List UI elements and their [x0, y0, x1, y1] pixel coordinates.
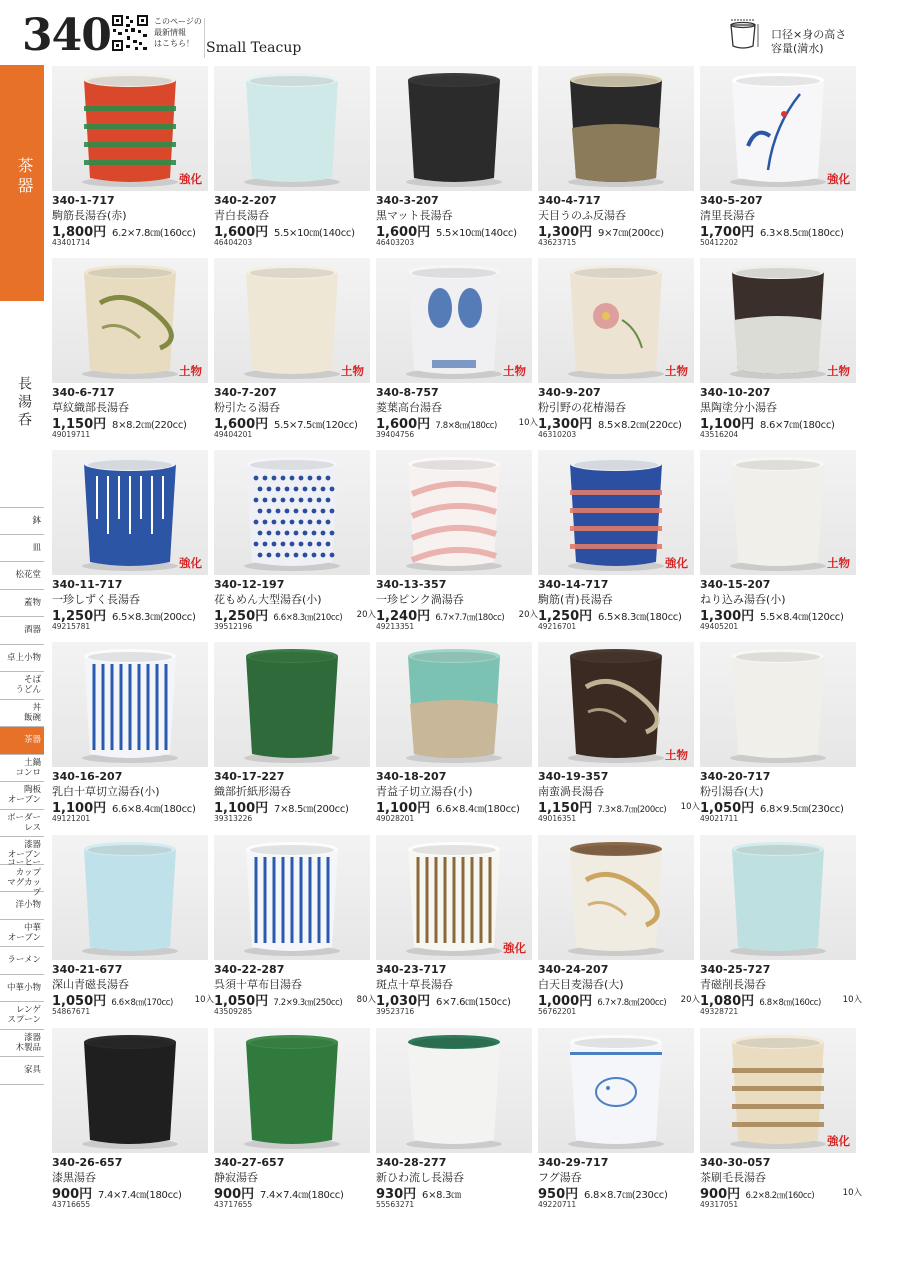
product-jan: 55563271 — [376, 1200, 415, 1209]
product-price: 950円 — [538, 1187, 579, 1202]
product-price: 1,100円 — [700, 417, 755, 432]
product-jan: 43717655 — [214, 1200, 253, 1209]
product-photo — [52, 835, 208, 960]
pack-quantity: 20入 — [680, 995, 700, 1005]
product-photo — [700, 835, 856, 960]
side-menu-item[interactable]: 蓋物 — [0, 590, 44, 618]
feature-badge: 土物 — [827, 364, 850, 378]
product-card[interactable] — [538, 835, 700, 1027]
product-price: 900円 — [214, 1187, 255, 1202]
product-photo — [700, 450, 856, 575]
product-code: 340-8-757 — [376, 386, 439, 399]
product-spec: 7×8.5㎝(200cc) — [271, 804, 349, 815]
product-code: 340-10-207 — [700, 386, 771, 399]
side-menu-item[interactable]: 皿 — [0, 535, 44, 563]
product-spec: 6.5×8.3㎝(200cc) — [109, 612, 196, 623]
product-jan: 43716655 — [52, 1200, 91, 1209]
product-photo — [376, 642, 532, 767]
product-spec: 7.8×8㎝(180cc) — [433, 421, 497, 431]
product-card[interactable] — [538, 450, 695, 642]
product-spec: 6.6×8.3㎝(210cc) — [271, 613, 343, 623]
product-jan: 49216701 — [538, 622, 577, 631]
product-price: 930円 — [376, 1187, 417, 1202]
feature-badge: 土物 — [665, 364, 688, 378]
product-name: 一珍しずく長湯呑 — [52, 593, 140, 606]
product-card[interactable] — [52, 835, 214, 1027]
pack-quantity: 20入 — [356, 610, 376, 620]
pack-quantity: 10入 — [194, 995, 214, 1005]
legend-size: 口径×身の高さ — [771, 28, 847, 41]
product-card[interactable] — [214, 642, 371, 834]
product-jan: 39512196 — [214, 622, 253, 631]
product-photo — [376, 66, 532, 191]
product-spec: 7.2×9.3㎝(250cc) — [271, 998, 343, 1008]
product-code: 340-17-227 — [214, 770, 285, 783]
product-card[interactable] — [52, 1028, 209, 1220]
product-card[interactable] — [376, 258, 538, 450]
product-spec: 6×7.6㎝(150cc) — [433, 997, 511, 1008]
product-price: 1,300円 — [700, 609, 755, 624]
product-name: 粉引湯呑(大) — [700, 785, 764, 798]
product-code: 340-4-717 — [538, 194, 601, 207]
product-price: 1,100円 — [214, 801, 269, 816]
product-name: 草紋織部長湯呑 — [52, 401, 129, 414]
product-jan: 49213351 — [376, 622, 415, 631]
product-spec: 5.5×7.5㎝(120cc) — [271, 420, 358, 431]
product-code: 340-7-207 — [214, 386, 277, 399]
product-jan: 49317051 — [700, 1200, 739, 1209]
product-code: 340-28-277 — [376, 1156, 447, 1169]
product-name: 静寂湯呑 — [214, 1171, 258, 1184]
product-card[interactable] — [376, 66, 533, 258]
feature-badge: 土物 — [665, 748, 688, 762]
product-spec: 6×8.3㎝ — [419, 1190, 461, 1201]
product-jan: 43401714 — [52, 238, 91, 247]
qr-code-icon[interactable] — [111, 14, 149, 52]
cup-dimension-icon — [727, 18, 761, 52]
product-price: 900円 — [700, 1187, 741, 1202]
side-menu-item[interactable]: 漆器 オーブン — [0, 837, 44, 865]
side-menu-item[interactable]: そば うどん — [0, 672, 44, 700]
side-menu-item[interactable]: 中華小物 — [0, 975, 44, 1003]
product-spec: 7.4×7.4㎝(180cc) — [95, 1190, 182, 1201]
product-code: 340-23-717 — [376, 963, 447, 976]
product-code: 340-19-357 — [538, 770, 609, 783]
product-code: 340-26-657 — [52, 1156, 123, 1169]
pack-quantity: 20入 — [518, 610, 538, 620]
product-spec: 6.3×8.5㎝(180cc) — [757, 228, 844, 239]
product-spec: 6.2×8.2㎝(160cc) — [743, 1191, 815, 1201]
product-code: 340-5-207 — [700, 194, 763, 207]
side-menu-item[interactable]: 卓上小物 — [0, 645, 44, 673]
product-name: 清里長湯呑 — [700, 209, 755, 222]
product-photo — [700, 642, 856, 767]
product-name: 粉引野の花椿湯呑 — [538, 401, 626, 414]
product-name: 青磁削長湯呑 — [700, 978, 766, 991]
product-price: 1,250円 — [538, 609, 593, 624]
product-price: 1,700円 — [700, 225, 755, 240]
product-name: 駒筋(青)長湯呑 — [538, 593, 613, 606]
product-card[interactable] — [700, 66, 857, 258]
product-jan: 46404203 — [214, 238, 253, 247]
side-menu-item[interactable]: 中華 オーブン — [0, 920, 44, 948]
product-name: 菱葉高台湯呑 — [376, 401, 442, 414]
product-spec: 5.5×10㎝(140cc) — [433, 228, 517, 239]
product-card[interactable] — [538, 642, 700, 834]
pack-quantity: 10入 — [518, 418, 538, 428]
product-code: 340-14-717 — [538, 578, 609, 591]
feature-badge: 強化 — [179, 172, 202, 186]
product-photo — [376, 1028, 532, 1153]
product-jan: 49220711 — [538, 1200, 577, 1209]
feature-badge: 土物 — [179, 364, 202, 378]
product-jan: 49019711 — [52, 430, 91, 439]
legend-capacity: 容量(満水) — [771, 42, 824, 55]
product-name: 花もめん大型湯呑(小) — [214, 593, 322, 606]
product-name: 天目うのふ反湯呑 — [538, 209, 626, 222]
product-jan: 49215781 — [52, 622, 91, 631]
product-price: 1,050円 — [52, 994, 107, 1009]
product-price: 1,600円 — [376, 225, 431, 240]
feature-badge: 土物 — [503, 364, 526, 378]
product-name: 斑点十草長湯呑 — [376, 978, 453, 991]
product-name: 青益子切立湯呑(小) — [376, 785, 473, 798]
feature-badge: 強化 — [827, 1134, 850, 1148]
product-jan: 39404756 — [376, 430, 415, 439]
category-tab[interactable] — [0, 65, 44, 301]
product-price: 900円 — [52, 1187, 93, 1202]
product-name: 黒陶塗分小湯呑 — [700, 401, 777, 414]
product-jan: 46310203 — [538, 430, 577, 439]
product-card[interactable] — [214, 450, 376, 642]
side-menu-item[interactable]: レンゲ スプーン — [0, 1002, 44, 1030]
product-price: 1,150円 — [52, 417, 107, 432]
header-divider — [204, 18, 205, 58]
side-menu-item[interactable]: 鉢 — [0, 507, 44, 535]
side-menu-item[interactable]: 洋小物 — [0, 892, 44, 920]
pack-quantity: 10入 — [842, 1188, 862, 1198]
product-code: 340-18-207 — [376, 770, 447, 783]
product-code: 340-2-207 — [214, 194, 277, 207]
product-jan: 43623715 — [538, 238, 577, 247]
product-code: 340-13-357 — [376, 578, 447, 591]
product-code: 340-24-207 — [538, 963, 609, 976]
product-photo — [52, 450, 208, 575]
product-code: 340-1-717 — [52, 194, 115, 207]
product-photo — [700, 1028, 856, 1153]
product-code: 340-20-717 — [700, 770, 771, 783]
product-photo — [214, 835, 370, 960]
product-price: 1,050円 — [214, 994, 269, 1009]
pack-quantity: 10入 — [842, 995, 862, 1005]
product-spec: 6.5×8.3㎝(180cc) — [595, 612, 682, 623]
product-name: 黒マット長湯呑 — [376, 209, 453, 222]
product-name: 白天目麦湯呑(大) — [538, 978, 624, 991]
product-photo — [214, 450, 370, 575]
product-card[interactable] — [52, 642, 209, 834]
feature-badge: 強化 — [665, 556, 688, 570]
product-code: 340-27-657 — [214, 1156, 285, 1169]
product-photo — [700, 66, 856, 191]
product-spec: 6.7×7.8㎝(200cc) — [595, 998, 667, 1008]
product-price: 1,150円 — [538, 801, 593, 816]
side-menu-item[interactable]: ラーメン — [0, 947, 44, 975]
pack-quantity: 10入 — [680, 802, 700, 812]
product-photo — [538, 1028, 694, 1153]
product-photo — [214, 66, 370, 191]
product-spec: 6.8×8㎝(160cc) — [757, 998, 821, 1008]
product-name: 一珍ピンク渦湯呑 — [376, 593, 464, 606]
product-card[interactable] — [376, 1028, 533, 1220]
product-photo — [52, 258, 208, 383]
product-name: 南蛮渦長湯呑 — [538, 785, 604, 798]
product-photo — [52, 642, 208, 767]
product-name: 織部折紙形湯呑 — [214, 785, 291, 798]
product-photo — [538, 835, 694, 960]
side-menu-item[interactable]: 丼 飯碗 — [0, 700, 44, 728]
side-menu-item[interactable]: 漆器 木製品 — [0, 1030, 44, 1058]
page-number: 340 — [22, 10, 111, 61]
product-code: 340-15-207 — [700, 578, 771, 591]
product-code: 340-22-287 — [214, 963, 285, 976]
product-spec: 5.5×8.4㎝(120cc) — [757, 612, 844, 623]
product-spec: 8.6×7㎝(180cc) — [757, 420, 835, 431]
side-menu-item[interactable]: 陶板 オーブン — [0, 782, 44, 810]
product-code: 340-16-207 — [52, 770, 123, 783]
product-jan: 43509285 — [214, 1007, 253, 1016]
product-price: 1,080円 — [700, 994, 755, 1009]
product-price: 1,250円 — [214, 609, 269, 624]
product-card[interactable] — [376, 835, 533, 1027]
product-jan: 49121201 — [52, 814, 91, 823]
product-code: 340-12-197 — [214, 578, 285, 591]
product-code: 340-30-057 — [700, 1156, 771, 1169]
product-price: 1,000円 — [538, 994, 593, 1009]
product-photo — [214, 1028, 370, 1153]
product-photo — [538, 450, 694, 575]
product-spec: 6.8×9.5㎝(230cc) — [757, 804, 844, 815]
feature-badge: 強化 — [827, 172, 850, 186]
product-spec: 8.5×8.2㎝(220cc) — [595, 420, 682, 431]
side-menu-item[interactable]: 茶器 — [0, 727, 44, 755]
product-card[interactable] — [52, 66, 209, 258]
product-price: 1,300円 — [538, 417, 593, 432]
product-photo — [52, 1028, 208, 1153]
product-name: 新ひわ流し長湯呑 — [376, 1171, 464, 1184]
product-name: 青白長湯呑 — [214, 209, 269, 222]
product-card[interactable] — [538, 1028, 695, 1220]
page-title: Small Teacup — [206, 40, 302, 56]
product-name: 深山青磁長湯呑 — [52, 978, 129, 991]
product-name: 駒筋長湯呑(赤) — [52, 209, 127, 222]
product-code: 340-25-727 — [700, 963, 771, 976]
product-spec: 6.2×7.8㎝(160cc) — [109, 228, 196, 239]
product-price: 1,030円 — [376, 994, 431, 1009]
product-name: ねり込み湯呑(小) — [700, 593, 786, 606]
product-code: 340-6-717 — [52, 386, 115, 399]
product-name: 乳白十草切立湯呑(小) — [52, 785, 160, 798]
product-spec: 6.8×8.7㎝(230cc) — [581, 1190, 668, 1201]
product-jan: 49021711 — [700, 814, 739, 823]
product-photo — [538, 66, 694, 191]
product-jan: 49016351 — [538, 814, 577, 823]
product-price: 1,250円 — [52, 609, 107, 624]
product-card[interactable] — [214, 835, 376, 1027]
product-jan: 49405201 — [700, 622, 739, 631]
product-code: 340-29-717 — [538, 1156, 609, 1169]
product-price: 1,800円 — [52, 225, 107, 240]
product-photo — [538, 642, 694, 767]
product-price: 1,600円 — [376, 417, 431, 432]
product-price: 1,100円 — [376, 801, 431, 816]
product-card[interactable] — [700, 1028, 862, 1220]
pack-quantity: 80入 — [356, 995, 376, 1005]
product-code: 340-21-677 — [52, 963, 123, 976]
feature-badge: 土物 — [827, 556, 850, 570]
product-card[interactable] — [538, 66, 695, 258]
product-photo — [700, 258, 856, 383]
product-code: 340-11-717 — [52, 578, 123, 591]
product-name: フグ湯呑 — [538, 1171, 582, 1184]
product-card[interactable] — [700, 450, 857, 642]
feature-badge: 強化 — [179, 556, 202, 570]
product-name: 茶刷毛長湯呑 — [700, 1171, 766, 1184]
side-menu-item[interactable]: 酒器 — [0, 617, 44, 645]
side-menu-item[interactable]: コーヒーカップ マグカップ — [0, 865, 44, 893]
side-index-menu — [0, 507, 44, 1085]
product-card[interactable] — [538, 258, 695, 450]
product-photo — [376, 835, 532, 960]
product-jan: 49028201 — [376, 814, 415, 823]
product-jan: 49404201 — [214, 430, 253, 439]
product-jan: 43516204 — [700, 430, 739, 439]
product-photo — [52, 66, 208, 191]
product-price: 1,300円 — [538, 225, 593, 240]
product-card[interactable] — [214, 258, 371, 450]
product-spec: 6.6×8.4㎝(180cc) — [433, 804, 520, 815]
product-spec: 6.6×8.4㎝(180cc) — [109, 804, 196, 815]
product-jan: 54867671 — [52, 1007, 91, 1016]
product-spec: 5.5×10㎝(140cc) — [271, 228, 355, 239]
product-spec: 6.6×8㎝(170cc) — [109, 998, 173, 1008]
product-photo — [538, 258, 694, 383]
side-menu-item[interactable]: 土鍋 コンロ — [0, 755, 44, 783]
product-jan: 39313226 — [214, 814, 253, 823]
product-jan: 46403203 — [376, 238, 415, 247]
product-code: 340-3-207 — [376, 194, 439, 207]
product-price: 1,100円 — [52, 801, 107, 816]
feature-badge: 強化 — [503, 941, 526, 955]
product-jan: 56762201 — [538, 1007, 577, 1016]
product-spec: 9×7㎝(200cc) — [595, 228, 664, 239]
product-photo — [214, 642, 370, 767]
product-spec: 6.7×7.7㎝(180cc) — [433, 613, 505, 623]
product-card[interactable] — [52, 450, 209, 642]
product-name: 漆黒湯呑 — [52, 1171, 96, 1184]
side-menu-item[interactable]: 松花堂 — [0, 562, 44, 590]
product-price: 1,050円 — [700, 801, 755, 816]
product-spec: 7.3×8.7㎝(200cc) — [595, 805, 667, 815]
product-spec: 7.4×7.4㎝(180cc) — [257, 1190, 344, 1201]
product-name: 呉須十草布目湯呑 — [214, 978, 302, 991]
product-code: 340-9-207 — [538, 386, 601, 399]
product-jan: 50412202 — [700, 238, 739, 247]
product-card[interactable] — [214, 1028, 371, 1220]
feature-badge: 土物 — [341, 364, 364, 378]
product-jan: 39523716 — [376, 1007, 415, 1016]
side-menu-item[interactable]: 家具 — [0, 1057, 44, 1085]
product-card[interactable] — [700, 835, 862, 1027]
product-name: 粉引たる湯呑 — [214, 401, 280, 414]
product-card[interactable] — [376, 450, 538, 642]
qr-note: このページの 最新情報 はこちら！ — [154, 17, 202, 48]
product-card[interactable] — [700, 258, 857, 450]
category-label: 茶器 — [15, 157, 34, 197]
product-photo — [376, 258, 532, 383]
subcategory-label: 長湯呑 — [16, 376, 32, 430]
product-spec: 8×8.2㎝(220cc) — [109, 420, 187, 431]
product-price: 1,600円 — [214, 225, 269, 240]
side-menu-item[interactable]: ボーダーレス — [0, 810, 44, 838]
product-card[interactable] — [700, 642, 857, 834]
product-card[interactable] — [376, 642, 533, 834]
product-card[interactable] — [52, 258, 209, 450]
product-photo — [214, 258, 370, 383]
product-price: 1,600円 — [214, 417, 269, 432]
product-jan: 49328721 — [700, 1007, 739, 1016]
product-photo — [376, 450, 532, 575]
product-card[interactable] — [214, 66, 371, 258]
product-price: 1,240円 — [376, 609, 431, 624]
